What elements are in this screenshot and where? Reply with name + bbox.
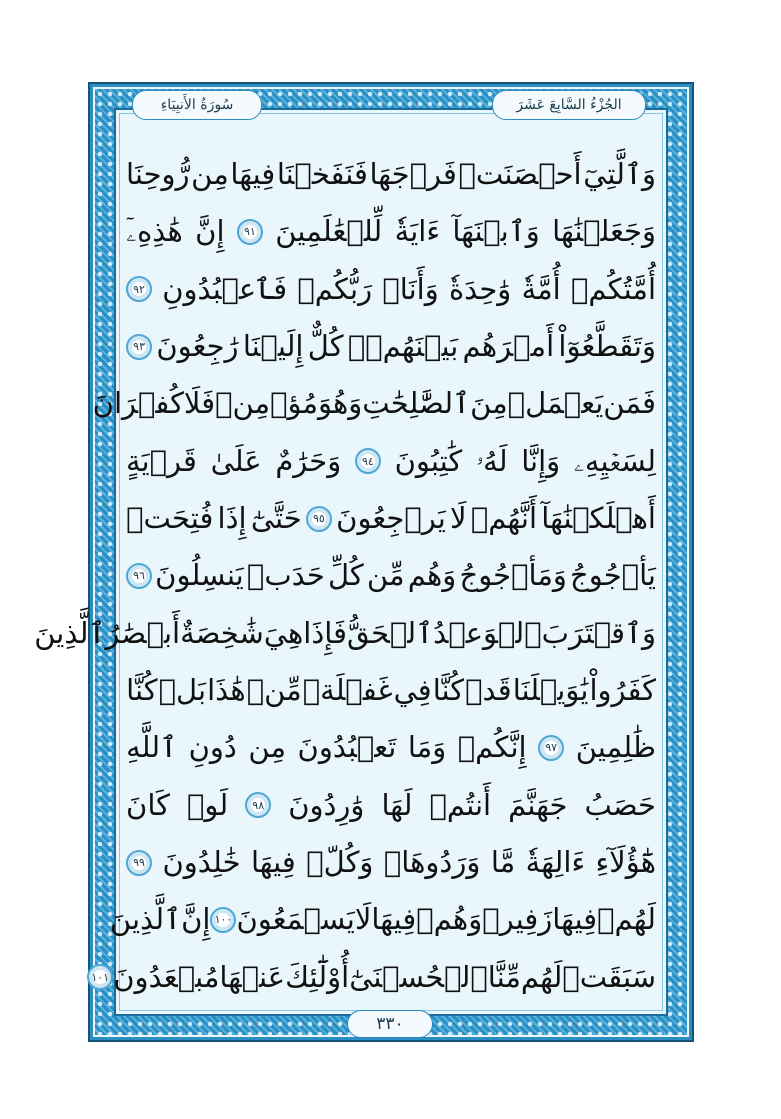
word: مِنَ — [470, 386, 508, 421]
word: ٱللَّهِ — [126, 730, 178, 765]
word: رُّوحِنَا — [126, 157, 190, 192]
word: قَرۡيَةٍ — [126, 443, 197, 478]
word: حَدَبٖ — [246, 558, 325, 593]
word: رَٰجِعُونَ — [156, 329, 239, 364]
word: بَلۡ — [158, 673, 207, 708]
word: مِّنَّا — [487, 959, 521, 994]
word: كُفۡرَانَ — [92, 386, 184, 421]
word: وَمَأۡجُوجُ — [459, 558, 567, 593]
text-line — [109, 891, 656, 948]
word: يَسۡمَعُونَ — [236, 902, 355, 937]
word: لَهُۥ — [475, 443, 508, 478]
ayah-number-marker: ٩٢ — [126, 276, 152, 302]
word: وَٰحِدَةٗ — [448, 271, 512, 306]
word: وَجَعَلۡنَٰهَا — [552, 214, 656, 249]
word: مُبۡعَدُونَ — [113, 959, 220, 994]
surah-name-header — [132, 90, 262, 120]
ayah-number-marker: ٩٦ — [126, 563, 152, 589]
ayah-number-marker: ٩٧ — [538, 735, 564, 761]
word: فِيهَا — [250, 845, 296, 880]
word: فُتِحَتۡ — [126, 501, 214, 536]
word: إِذَا — [217, 501, 247, 536]
word: مِن — [191, 157, 229, 192]
word: تَعۡبُدُونَ — [297, 730, 397, 765]
word: فَرۡجَهَا — [369, 157, 457, 192]
word: شَٰخِصَةٌ — [180, 615, 264, 650]
word: فِيهَا — [230, 157, 276, 192]
text-line — [34, 605, 656, 662]
ayah-number-marker: ٩٨ — [245, 792, 271, 818]
word: كَٰتِبُونَ — [394, 443, 463, 478]
word: ٱلصَّٰلِحَٰتِ — [362, 386, 471, 421]
text-line — [126, 547, 656, 604]
word: غَفۡلَةٖ — [302, 673, 393, 708]
word: وَٱقۡتَرَبَ — [541, 615, 656, 650]
word: أَمۡرَهُم — [462, 329, 555, 364]
word: لَهَا — [381, 787, 413, 822]
word: وَٱبۡنَهَآ — [452, 214, 540, 249]
word: ظَٰلِمِينَ — [575, 730, 656, 765]
word: لَهُم — [520, 959, 563, 994]
word: دُونِ — [188, 730, 237, 765]
text-line — [126, 834, 656, 891]
word: قَدۡ — [465, 673, 512, 708]
word: ٱلَّذِينَ — [34, 615, 106, 650]
word: لَوۡ — [186, 787, 229, 822]
word: مُؤۡمِنٞ — [215, 386, 318, 421]
word: هِيَ — [263, 615, 304, 650]
word: وَمَا — [407, 730, 447, 765]
surah-name: سُورَةُ الأَنبِيَاءِ — [160, 97, 234, 113]
word: رَبُّكُمۡ — [297, 271, 373, 306]
word: أَنَّهُمۡ — [470, 501, 538, 536]
word: فَإِذَا — [303, 615, 347, 650]
word: وَإِنَّا — [521, 443, 561, 478]
word: هَٰذِهِۦٓ — [126, 214, 183, 249]
text-line — [92, 375, 656, 432]
word: وَهُمۡ — [416, 902, 483, 937]
word: ٱلۡحُسۡنَىٰٓ — [349, 959, 488, 994]
ayah-number-marker: ٩٣ — [126, 334, 152, 360]
word: حَتَّىٰٓ — [250, 501, 302, 536]
word: كُنَّا — [432, 673, 465, 708]
text-line — [126, 719, 656, 776]
word: يَٰوَيۡلَنَا — [512, 673, 589, 708]
word: بَيۡنَهُمۡۖ — [347, 329, 459, 364]
text-line — [126, 662, 656, 719]
text-line — [126, 490, 656, 547]
word: كَفَرُواْ — [589, 673, 656, 708]
word: مِّنۡ — [246, 673, 302, 708]
text-line — [126, 203, 656, 260]
word: لِسَعۡيِهِۦ — [573, 443, 656, 478]
word: يَأۡجُوجُ — [570, 558, 656, 593]
word: إِنَّكُمۡ — [457, 730, 527, 765]
text-line — [126, 318, 656, 375]
word: إِنَّ — [195, 214, 225, 249]
word: ءَالِهَةٗ — [525, 845, 586, 880]
word: إِنَّ — [181, 902, 211, 937]
word: زَفِيرٞ — [482, 902, 553, 937]
word: وَهُم — [407, 558, 457, 593]
ayah-number-marker: ٩٥ — [306, 506, 332, 532]
word: لَا — [354, 902, 372, 937]
word: لَهُمۡ — [597, 902, 656, 937]
word: لَا — [450, 501, 467, 536]
word: حَصَبُ — [584, 787, 656, 822]
text-line — [126, 146, 656, 203]
word: وَرَدُوهَاۖ — [383, 845, 481, 880]
word: مِّن — [366, 558, 405, 593]
word: كُلِّ — [327, 558, 364, 593]
word: يَرۡجِعُونَ — [336, 501, 446, 536]
word: يَعۡمَلۡ — [507, 386, 604, 421]
word: سَبَقَتۡ — [562, 959, 656, 994]
text-line — [91, 949, 656, 1006]
word: يَنسِلُونَ — [155, 558, 244, 593]
word: خَٰلِدُونَ — [162, 845, 241, 880]
word: فَمَن — [603, 386, 656, 421]
word: فِيهَا — [371, 902, 417, 937]
word: وَكُلّٞ — [306, 845, 374, 880]
word: وَٱلَّتِيٓ — [583, 157, 656, 192]
word: وَأَنَا۠ — [382, 271, 439, 306]
word: وَتَقَطَّعُوٓاْ — [558, 329, 656, 364]
word: كُنَّا — [126, 673, 158, 708]
ayah-number-marker: ١٠١ — [87, 964, 113, 990]
word: أَنتُمۡ — [429, 787, 492, 822]
quran-text-body — [34, 146, 656, 1006]
word: أَهۡلَكۡنَٰهَآ — [541, 501, 656, 536]
word: فِيهَا — [552, 902, 598, 937]
ayah-number-marker: ٩١ — [237, 219, 263, 245]
word: أُوْلَٰٓئِكَ — [285, 959, 350, 994]
word: وَهُوَ — [318, 386, 363, 421]
word: هَٰٓؤُلَآءِ — [595, 845, 656, 880]
word: إِلَيۡنَا — [242, 329, 304, 364]
word: فَنَفَخۡنَا — [276, 157, 368, 192]
word: فَلَا — [183, 386, 216, 421]
word: ٱلَّذِينَ — [109, 902, 182, 937]
ayah-number-marker: ٩٤ — [355, 448, 381, 474]
word: كَانَ — [126, 787, 170, 822]
text-line — [126, 777, 656, 834]
word: لِّلۡعَٰلَمِينَ — [275, 214, 383, 249]
word: فَٱعۡبُدُونِ — [162, 271, 288, 306]
word: أَحۡصَنَتۡ — [458, 157, 582, 192]
word: عَنۡهَا — [219, 959, 286, 994]
word: أُمَّةٗ — [521, 271, 561, 306]
word: ٱلۡحَقُّ — [346, 615, 434, 650]
ayah-number-marker: ١٠٠ — [210, 907, 236, 933]
word: فِي — [393, 673, 432, 708]
text-line — [126, 261, 656, 318]
word: ءَايَةٗ — [394, 214, 440, 249]
word: عَلَىٰ — [210, 443, 262, 478]
word: كُلٌّ — [307, 329, 344, 364]
juz-name-header — [492, 90, 646, 120]
word: مِن — [248, 730, 286, 765]
text-line — [126, 433, 656, 490]
word: جَهَنَّمَ — [508, 787, 568, 822]
ayah-number-marker: ٩٩ — [126, 850, 152, 876]
word: وَحَرَٰمٌ — [275, 443, 342, 478]
word: هَٰذَا — [207, 673, 246, 708]
word: ٱلۡوَعۡدُ — [433, 615, 542, 650]
juz-name: الجُزْءُ السَّابِعَ عَشَرَ — [516, 97, 622, 113]
word: أَبۡصَٰرُ — [105, 615, 181, 650]
word: مَّا — [490, 845, 516, 880]
word: وَٰرِدُونَ — [288, 787, 365, 822]
page-number-badge — [347, 1010, 433, 1038]
word: أُمَّتُكُمۡ — [570, 271, 656, 306]
page-number: ٣٣٠ — [376, 1014, 404, 1034]
